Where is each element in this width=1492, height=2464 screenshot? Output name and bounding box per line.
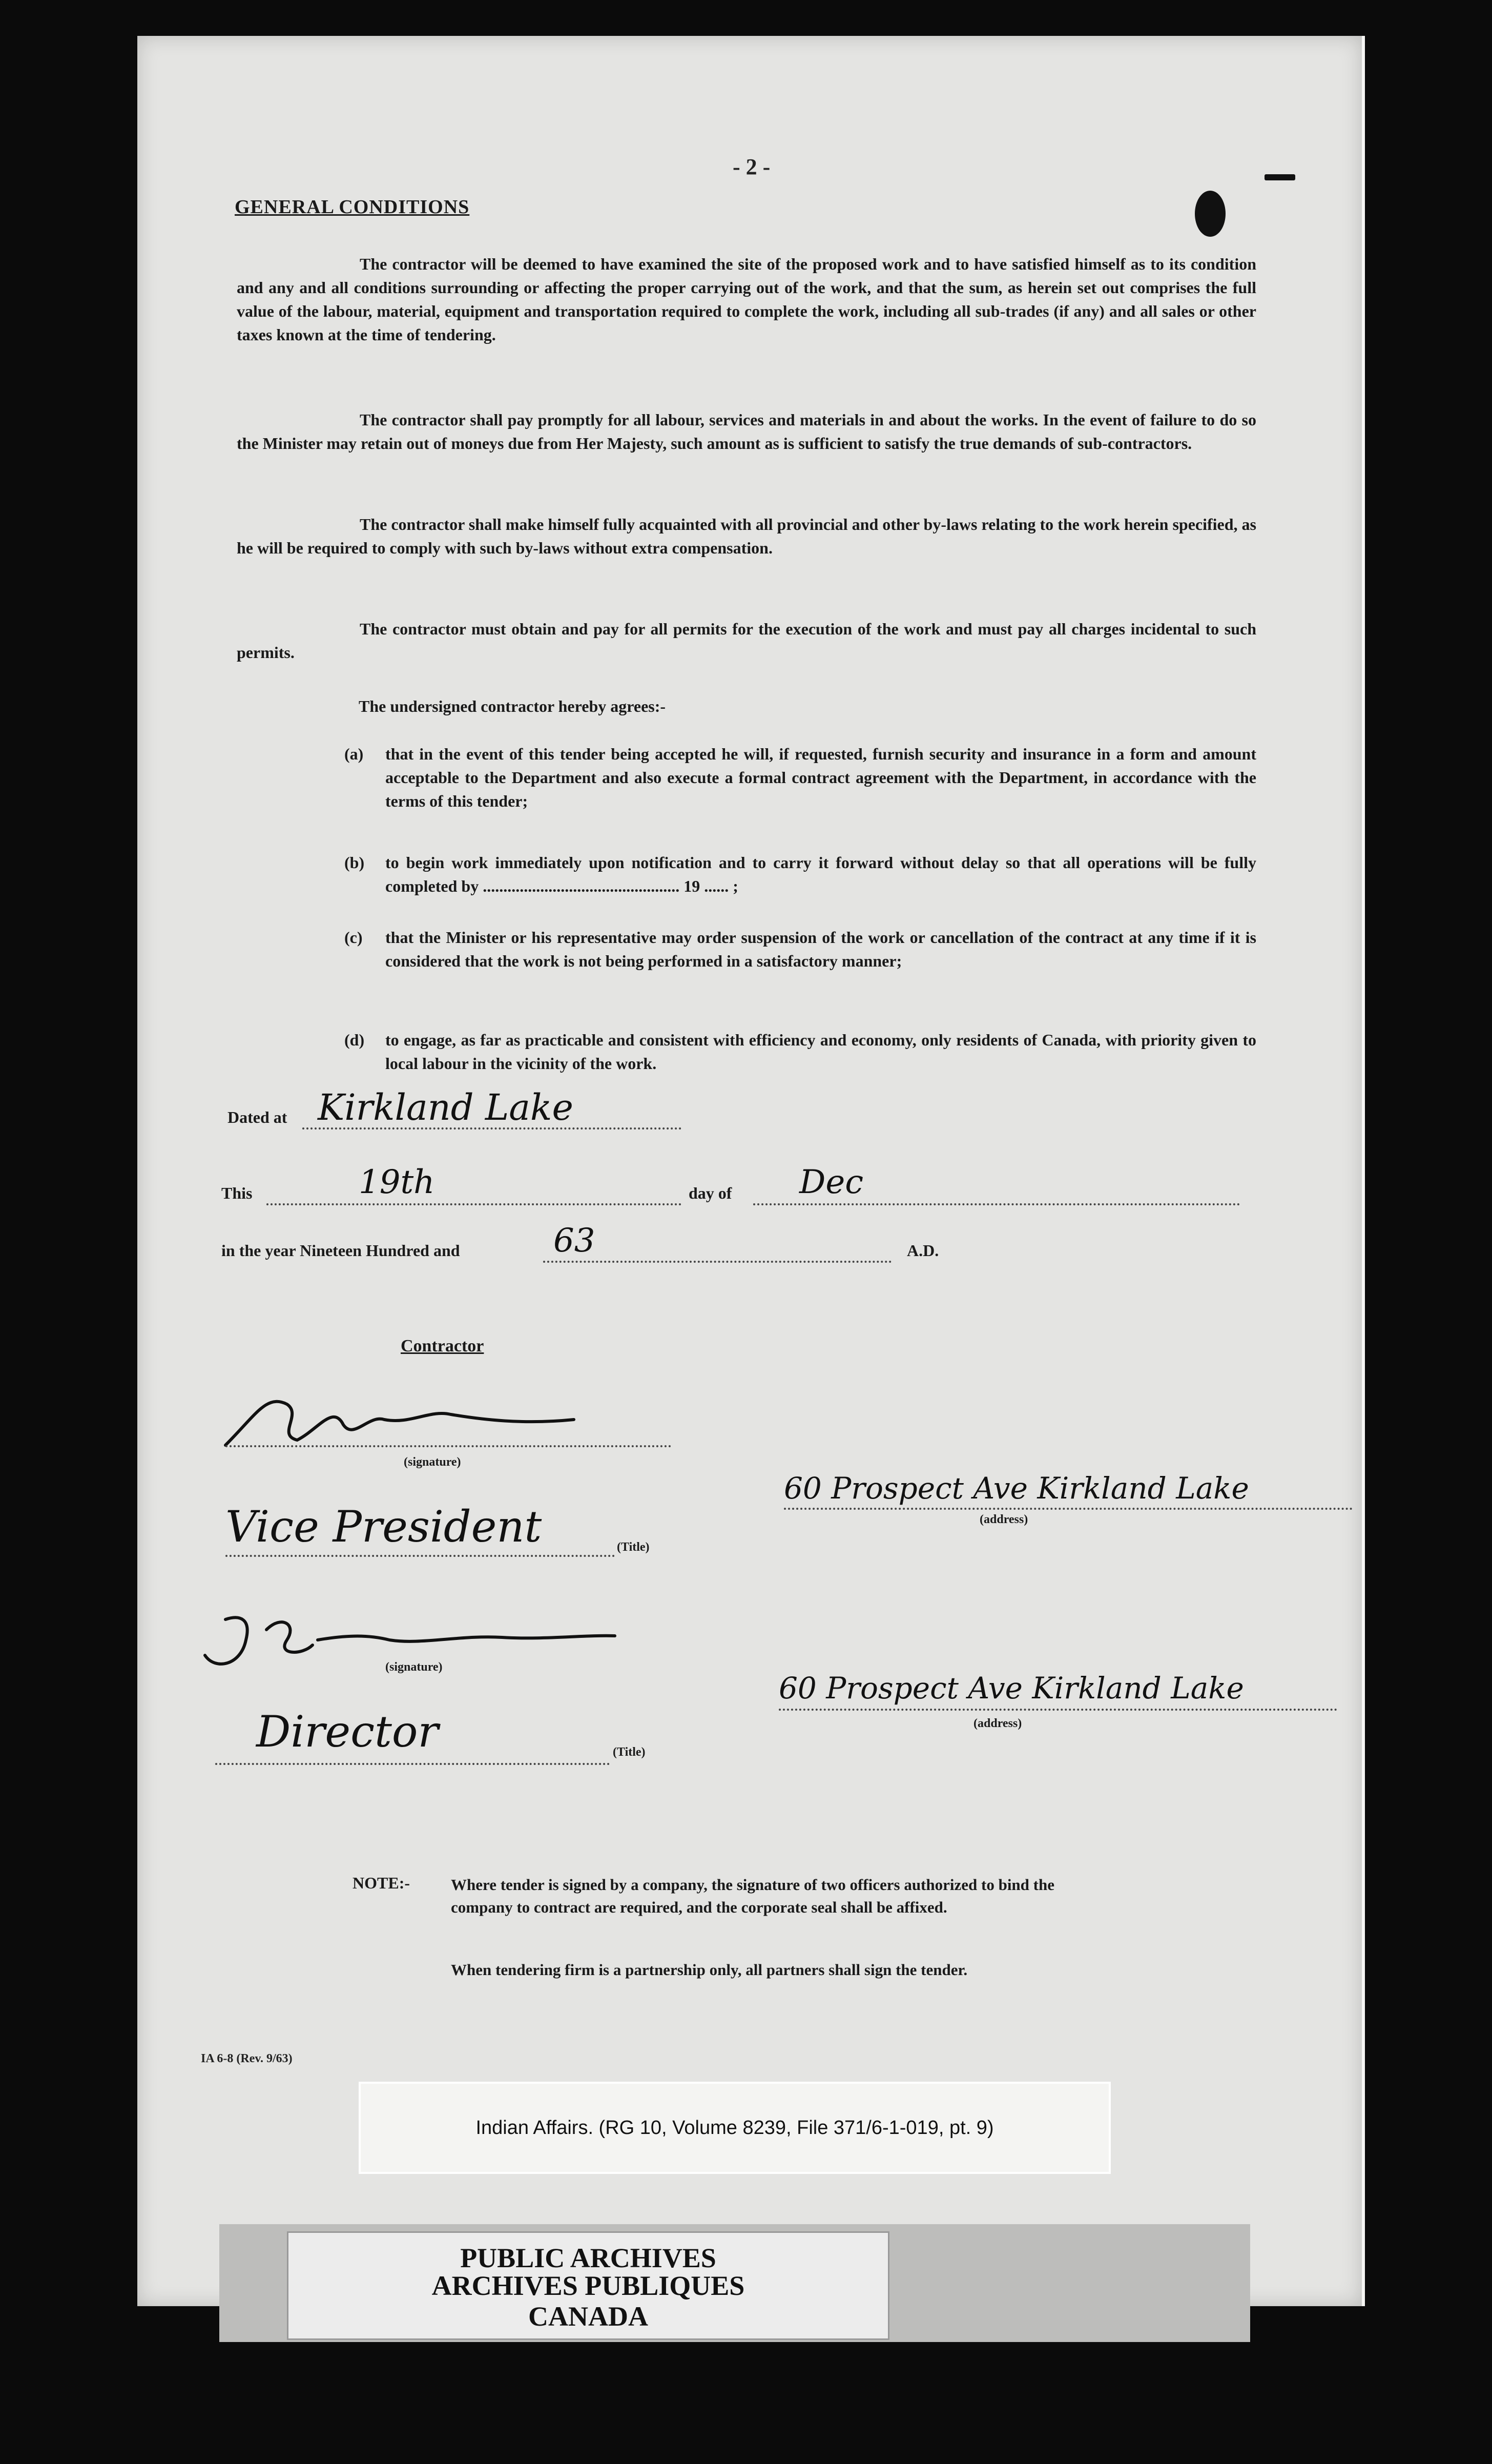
paragraph-permits: The contractor must obtain and pay for all permits for the execution of the work and must pay all charges incidental to such permits.: [237, 620, 1256, 662]
agreement-item: [344, 926, 1256, 973]
archive-line-3: CANADA: [528, 2301, 648, 2332]
address-2-label: (address): [973, 1717, 1022, 1730]
note-label: NOTE:-: [353, 1874, 410, 1892]
agreement-label: (d): [344, 1031, 365, 1049]
agreement-label: (b): [344, 853, 365, 872]
agreement-text: to begin work immediately upon notification and to carry it forward without delay so that all operations will be fully completed by ................................................ 19 ...... ;: [385, 853, 1256, 895]
month-line: [753, 1203, 1240, 1205]
year-label: in the year Nineteen Hundred and: [221, 1241, 460, 1260]
archive-line-1: PUBLIC ARCHIVES: [460, 2243, 716, 2273]
paragraph-site-examination: The contractor will be deemed to have examined the site of the proposed work and to have satisfied himself as to its condition and any and all conditions surrounding or affecting the proper carrying out of the work, and that the sum, as herein set out comprises the full value of the labour, material, equipment and transportation required to complete the work, including all sub-trades (if any) and all sales or other taxes known at the time of tendering.: [237, 255, 1256, 344]
agreement-item: [344, 851, 1256, 898]
agreement-label: (c): [344, 928, 363, 947]
day-line: [266, 1203, 681, 1205]
month-value: Dec: [799, 1163, 864, 1201]
title-2-line: [215, 1763, 610, 1765]
address-1-label: (address): [980, 1513, 1028, 1526]
address-2-line: [779, 1709, 1337, 1711]
paragraph-payment: The contractor shall pay promptly for all labour, services and materials in and about the works. In the event of failure to do so the Minister may retain out of moneys due from Her Majesty, such amount as is sufficient to satisfy the true demands of sub-contractors.: [237, 410, 1256, 453]
title-1-value: Vice President: [225, 1502, 542, 1552]
archive-stamp: [287, 2231, 889, 2340]
note-company: Where tender is signed by a company, the signature of two officers authorized to bind the company to contract are required, and the corporate seal shall be affixed.: [451, 1876, 1054, 1916]
title-1-line: [225, 1555, 615, 1557]
dated-at-value: Kirkland Lake: [318, 1086, 573, 1128]
signature-1-label: (signature): [404, 1455, 461, 1469]
note-partnership: When tendering firm is a partnership only, all partners shall sign the tender.: [451, 1961, 968, 1979]
paragraph-by-laws: The contractor shall make himself fully acquainted with all provincial and other by-laws relating to the work herein specified, as he will be required to comply with such by-laws without extra compensation.: [237, 515, 1256, 557]
agreement-label: (a): [344, 745, 364, 763]
signature-1-line: [225, 1445, 671, 1447]
address-2-value: 60 Prospect Ave Kirkland Lake: [779, 1671, 1244, 1706]
day-of-label: day of: [689, 1184, 732, 1202]
section-heading: GENERAL CONDITIONS: [235, 196, 470, 218]
signature-2-label: (signature): [385, 1660, 443, 1674]
day-value: 19th: [359, 1163, 435, 1201]
archive-reference-text: Indian Affairs. (RG 10, Volume 8239, File 371/6-1-019, pt. 9): [475, 2117, 994, 2139]
agreement-text: that in the event of this tender being accepted he will, if requested, furnish security and insurance in a form and amount acceptable to the Department and also execute a formal contract agreement with the Department, in accordance with the terms of this tender;: [385, 745, 1256, 810]
form-number: IA 6-8 (Rev. 9/63): [201, 2052, 293, 2065]
year-line: [543, 1261, 892, 1263]
contractor-heading: Contractor: [401, 1337, 484, 1356]
title-2-label: (Title): [613, 1746, 646, 1759]
ink-blot: [1265, 174, 1295, 180]
address-1-value: 60 Prospect Ave Kirkland Lake: [784, 1471, 1249, 1506]
year-value: 63: [553, 1222, 595, 1260]
dated-at-label: Dated at: [227, 1108, 287, 1126]
title-2-value: Director: [256, 1707, 439, 1757]
ad-label: A.D.: [907, 1241, 939, 1260]
agreement-text: that the Minister or his representative may order suspension of the work or cancellation of the contract at any time if it is considered that the work is not being performed in a satisfactory manner;: [385, 928, 1256, 970]
this-label: This: [221, 1184, 253, 1202]
agreement-item: [344, 742, 1256, 813]
page-number: - 2 -: [733, 154, 771, 179]
address-1-line: [784, 1508, 1353, 1510]
archive-reference-label: [359, 2082, 1111, 2174]
title-1-label: (Title): [617, 1541, 650, 1554]
agreement-text: to engage, as far as practicable and consistent with efficiency and economy, only residents of Canada, with priority given to local labour in the vicinity of the work.: [385, 1031, 1256, 1073]
agreement-item: [344, 1028, 1256, 1075]
agreements-intro: The undersigned contractor hereby agrees:-: [359, 697, 666, 715]
archive-line-2: ARCHIVES PUBLIQUES: [431, 2270, 745, 2301]
ink-blot: [1195, 191, 1226, 237]
